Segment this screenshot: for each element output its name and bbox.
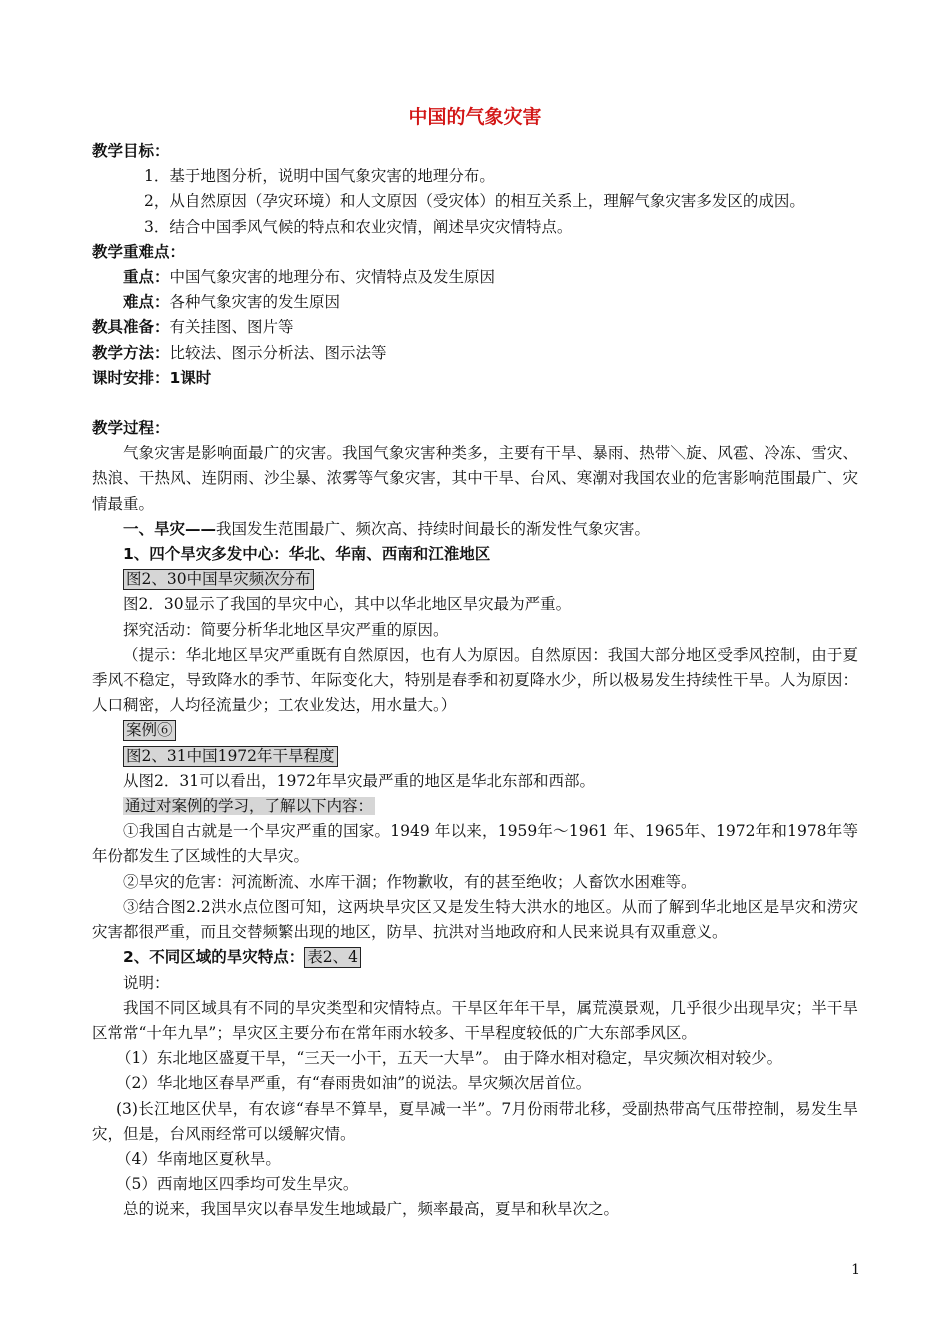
prep-text: 有关挂图、图片等 [169,318,294,337]
figure-2-30-desc: 图2．30显示了我国的旱灾中心，其中以华北地区旱灾最为严重。 [123,595,572,614]
learn-intro: 通过对案例的学习，了解以下内容： [125,797,374,816]
note-label: 说明： [123,973,170,992]
subheading-1: 1、四个旱灾多发中心：华北、华南、西南和江淮地区 [123,545,491,564]
process-heading: 教学过程： [92,419,170,438]
summary-paragraph: 总的说来，我国旱灾以春旱发生地域最广，频率最高，夏旱和秋旱次之。 [123,1200,620,1219]
subheading-2: 2、不同区域的旱灾特点： [123,948,305,967]
difficult-text: 各种气象灾害的发生原因 [169,293,341,312]
point-3: ③结合图2.2洪水点位图可知，这两块旱灾区又是发生特大洪水的地区。从而了解到华北地区是旱灾和涝灾灾害都很严重，而且交替频繁出现的地区，防旱、抗洪对当地政府和人民来说具有双重意义。 [92,897,858,942]
key-text: 中国气象灾害的地理分布、灾情特点及发生原因 [169,268,496,287]
prep-line [92,315,858,340]
point-2: ②旱灾的危害：河流断流、水库干涸；作物歉收，有的甚至绝收；人畜饮水困难等。 [123,872,697,891]
page-number: 1 [851,1262,860,1278]
intro-paragraph: 气象灾害是影响面最广的灾害。我国气象灾害种类多，主要有干旱、暴雨、热带＼旋、风雹、冷冻、雪灾、热浪、干热风、连阴雨、沙尘暴、浓雾等气象灾害，其中干旱、台风、寒潮对我国农业的危害影响范围最广、灾情最重。 [92,444,858,513]
key-point [92,265,858,290]
method-line [92,341,858,366]
section-1-text: 我国发生范围最广、频次高、持续时间最长的渐发性气象灾害。 [216,519,651,538]
key-label: 重点： [123,268,170,287]
method-text: 比较法、图示分析法、图示法等 [169,343,387,362]
figure-2-31-desc: 从图2．31可以看出，1972年旱灾最严重的地区是华北东部和西部。 [123,771,596,790]
learn-line [92,794,858,819]
schedule-line: 课时安排：1课时 [92,368,212,387]
page-title: 中国的气象灾害 [408,106,542,128]
document-page [92,96,858,1223]
section-1-label: 一、旱灾—— [123,519,217,538]
keypoints-heading: 教学重难点： [92,242,186,261]
case-6-ref: 案例⑥ [123,720,176,741]
section-1-heading [92,517,858,542]
point-1: ①我国自古就是一个旱灾严重的国家。1949 年以来，1959年～1961 年、1965年、1972年和1978年等年份都发生了区域性的大旱灾。 [92,822,858,866]
figure-2-31-ref: 图2、31中国1972年干旱程度 [123,746,338,767]
case-ref-line [92,718,858,743]
figure-ref-line [92,567,858,592]
region-item: （2）华北地区春旱严重，有“春雨贵如油”的说法。旱灾频次居首位。 [116,1074,592,1093]
difficult-label: 难点： [123,293,170,312]
region-item: （4）华南地区夏秋旱。 [116,1149,281,1168]
figure-2-30-ref: 图2、30中国旱灾频次分布 [123,569,314,590]
figure-ref-line [92,744,858,769]
inquiry-activity: 探究活动：简要分析华北地区旱灾严重的原因。 [123,620,449,639]
objective-item: 2，从自然原因（孕灾环境）和人文原因（受灾体）的相互关系上，理解气象灾害多发区的成因。 [144,192,805,211]
region-item: （5）西南地区四季均可发生旱灾。 [116,1175,359,1194]
table-2-4-ref: 表2、4 [304,947,361,968]
hint-paragraph: （提示：华北地区旱灾严重既有自然原因，也有人为原因。自然原因：我国大部分地区受季风控制，由于夏季风不稳定，导致降水的季节、年际变化大，特别是春季和初夏降水少，所以极易发生持续性干旱。人为原因：人口稠密，人均径流量少；工农业发达，用水量大。） [92,645,858,715]
objective-item: 1．基于地图分析，说明中国气象灾害的地理分布。 [144,167,495,186]
spacer [92,391,858,416]
objective-item: 3．结合中国季风气候的特点和农业灾情，阐述旱灾灾情特点。 [144,217,573,236]
drought-types-paragraph: 我国不同区域具有不同的旱灾类型和灾情特点。干旱区年年干旱，属荒漠景观，几乎很少出现旱灾；半干旱区常常“十年九旱”；旱灾区主要分布在常年雨水较多、干旱程度较低的广大东部季风区。 [92,998,858,1042]
method-label: 教学方法： [92,343,170,362]
region-item: （1）东北地区盛夏干旱，“三天一小干，五天一大旱”。 由于降水相对稳定，旱灾频次相对较少。 [116,1049,783,1068]
subheading-2-line [92,945,858,970]
region-item: (3)长江地区伏旱，有农谚“春旱不算旱，夏旱减一半”。7月份雨带北移，受副热带高气压带控制，易发生旱灾，但是，台风雨经常可以缓解灾情。 [92,1099,858,1143]
prep-label: 教具准备： [92,318,170,337]
difficult-point [92,290,858,315]
objectives-heading: 教学目标： [92,142,170,160]
